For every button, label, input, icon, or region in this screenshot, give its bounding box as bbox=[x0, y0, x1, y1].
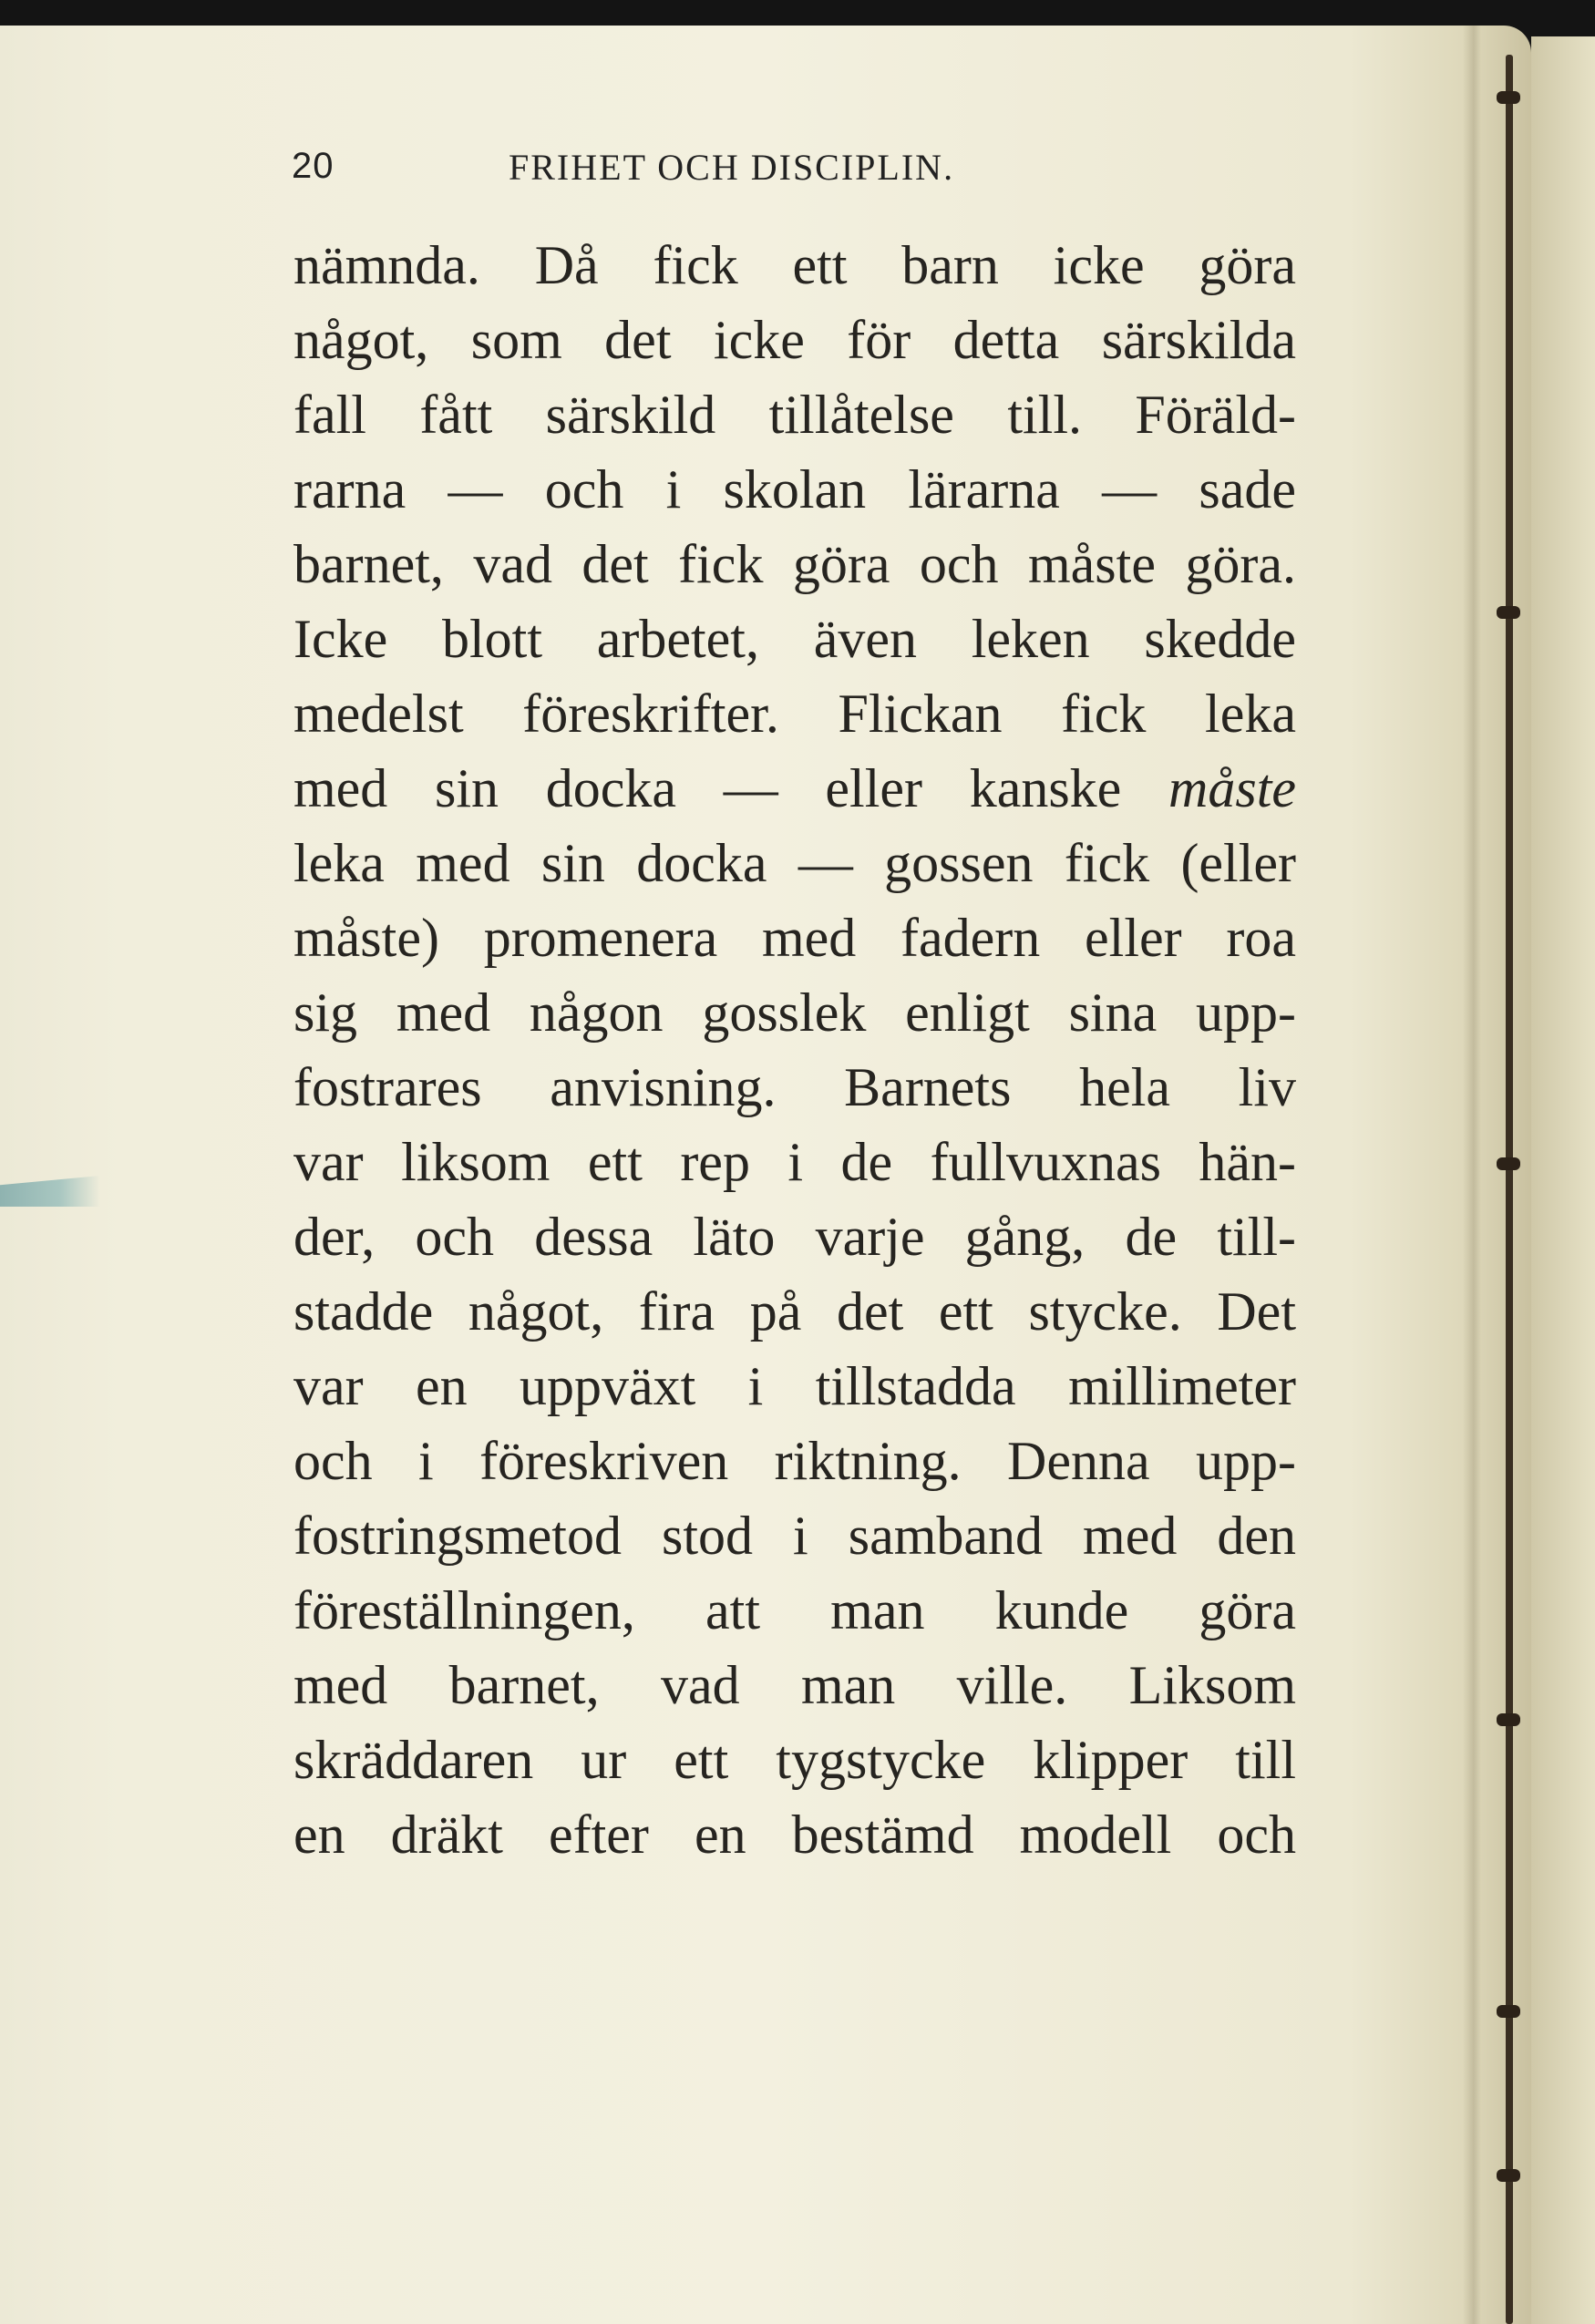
binding-stitch bbox=[1497, 2169, 1520, 2182]
text-line: en dräkt efter en bestämd modell och bbox=[293, 1805, 1296, 1865]
text-line-with-italic bbox=[293, 751, 1296, 826]
page-number: 20 bbox=[292, 146, 334, 186]
text-line: stadde något, fira på det ett stycke. Det bbox=[293, 1281, 1296, 1342]
text-line: något, som det icke för detta särskilda bbox=[293, 310, 1296, 370]
text-line: medelst föreskrifter. Flickan fick leka bbox=[293, 684, 1296, 744]
page-gutter-shadow bbox=[1463, 26, 1481, 2324]
body-text bbox=[293, 228, 1296, 1872]
italic-word: måste bbox=[1168, 758, 1297, 818]
book-binding bbox=[1506, 55, 1513, 2324]
text-line: Icke blott arbetet, även leken skedde bbox=[293, 609, 1296, 669]
text-line: fostrares anvisning. Barnets hela liv bbox=[293, 1057, 1296, 1117]
text-line: nämnda. Då fick ett barn icke göra bbox=[293, 235, 1296, 295]
text-line: barnet, vad det fick göra och måste göra. bbox=[293, 534, 1296, 594]
text-line: rarna — och i skolan lärarna — sade bbox=[293, 459, 1296, 519]
text-line-start: med sin docka — eller kanske bbox=[293, 758, 1122, 818]
page-header bbox=[292, 146, 1112, 201]
text-line: och i föreskriven riktning. Denna upp- bbox=[293, 1431, 1296, 1491]
text-line: föreställningen, att man kunde göra bbox=[293, 1580, 1296, 1640]
text-line: sig med någon gosslek enligt sina upp- bbox=[293, 982, 1296, 1043]
text-line: der, och dessa läto varje gång, de till- bbox=[293, 1207, 1296, 1267]
binding-stitch bbox=[1497, 1157, 1520, 1170]
text-line: fall fått särskild tillåtelse till. Föräld- bbox=[293, 385, 1296, 445]
text-line: med barnet, vad man ville. Liksom bbox=[293, 1655, 1296, 1715]
binding-stitch bbox=[1497, 2005, 1520, 2018]
binding-stitch bbox=[1497, 91, 1520, 104]
text-line: var en uppväxt i tillstadda millimeter bbox=[293, 1356, 1296, 1416]
text-line: fostringsmetod stod i samband med den bbox=[293, 1506, 1296, 1566]
text-line: leka med sin docka — gossen fick (eller bbox=[293, 833, 1296, 893]
binding-stitch bbox=[1497, 1713, 1520, 1726]
binding-stitch bbox=[1497, 606, 1520, 619]
text-line: skräddaren ur ett tygstycke klipper till bbox=[293, 1730, 1296, 1790]
running-head: FRIHET OCH DISCIPLIN. bbox=[509, 147, 955, 188]
text-line: måste) promenera med fadern eller roa bbox=[293, 908, 1296, 968]
text-line: var liksom ett rep i de fullvuxnas hän- bbox=[293, 1132, 1296, 1192]
adjacent-page-edge bbox=[1531, 36, 1595, 2324]
